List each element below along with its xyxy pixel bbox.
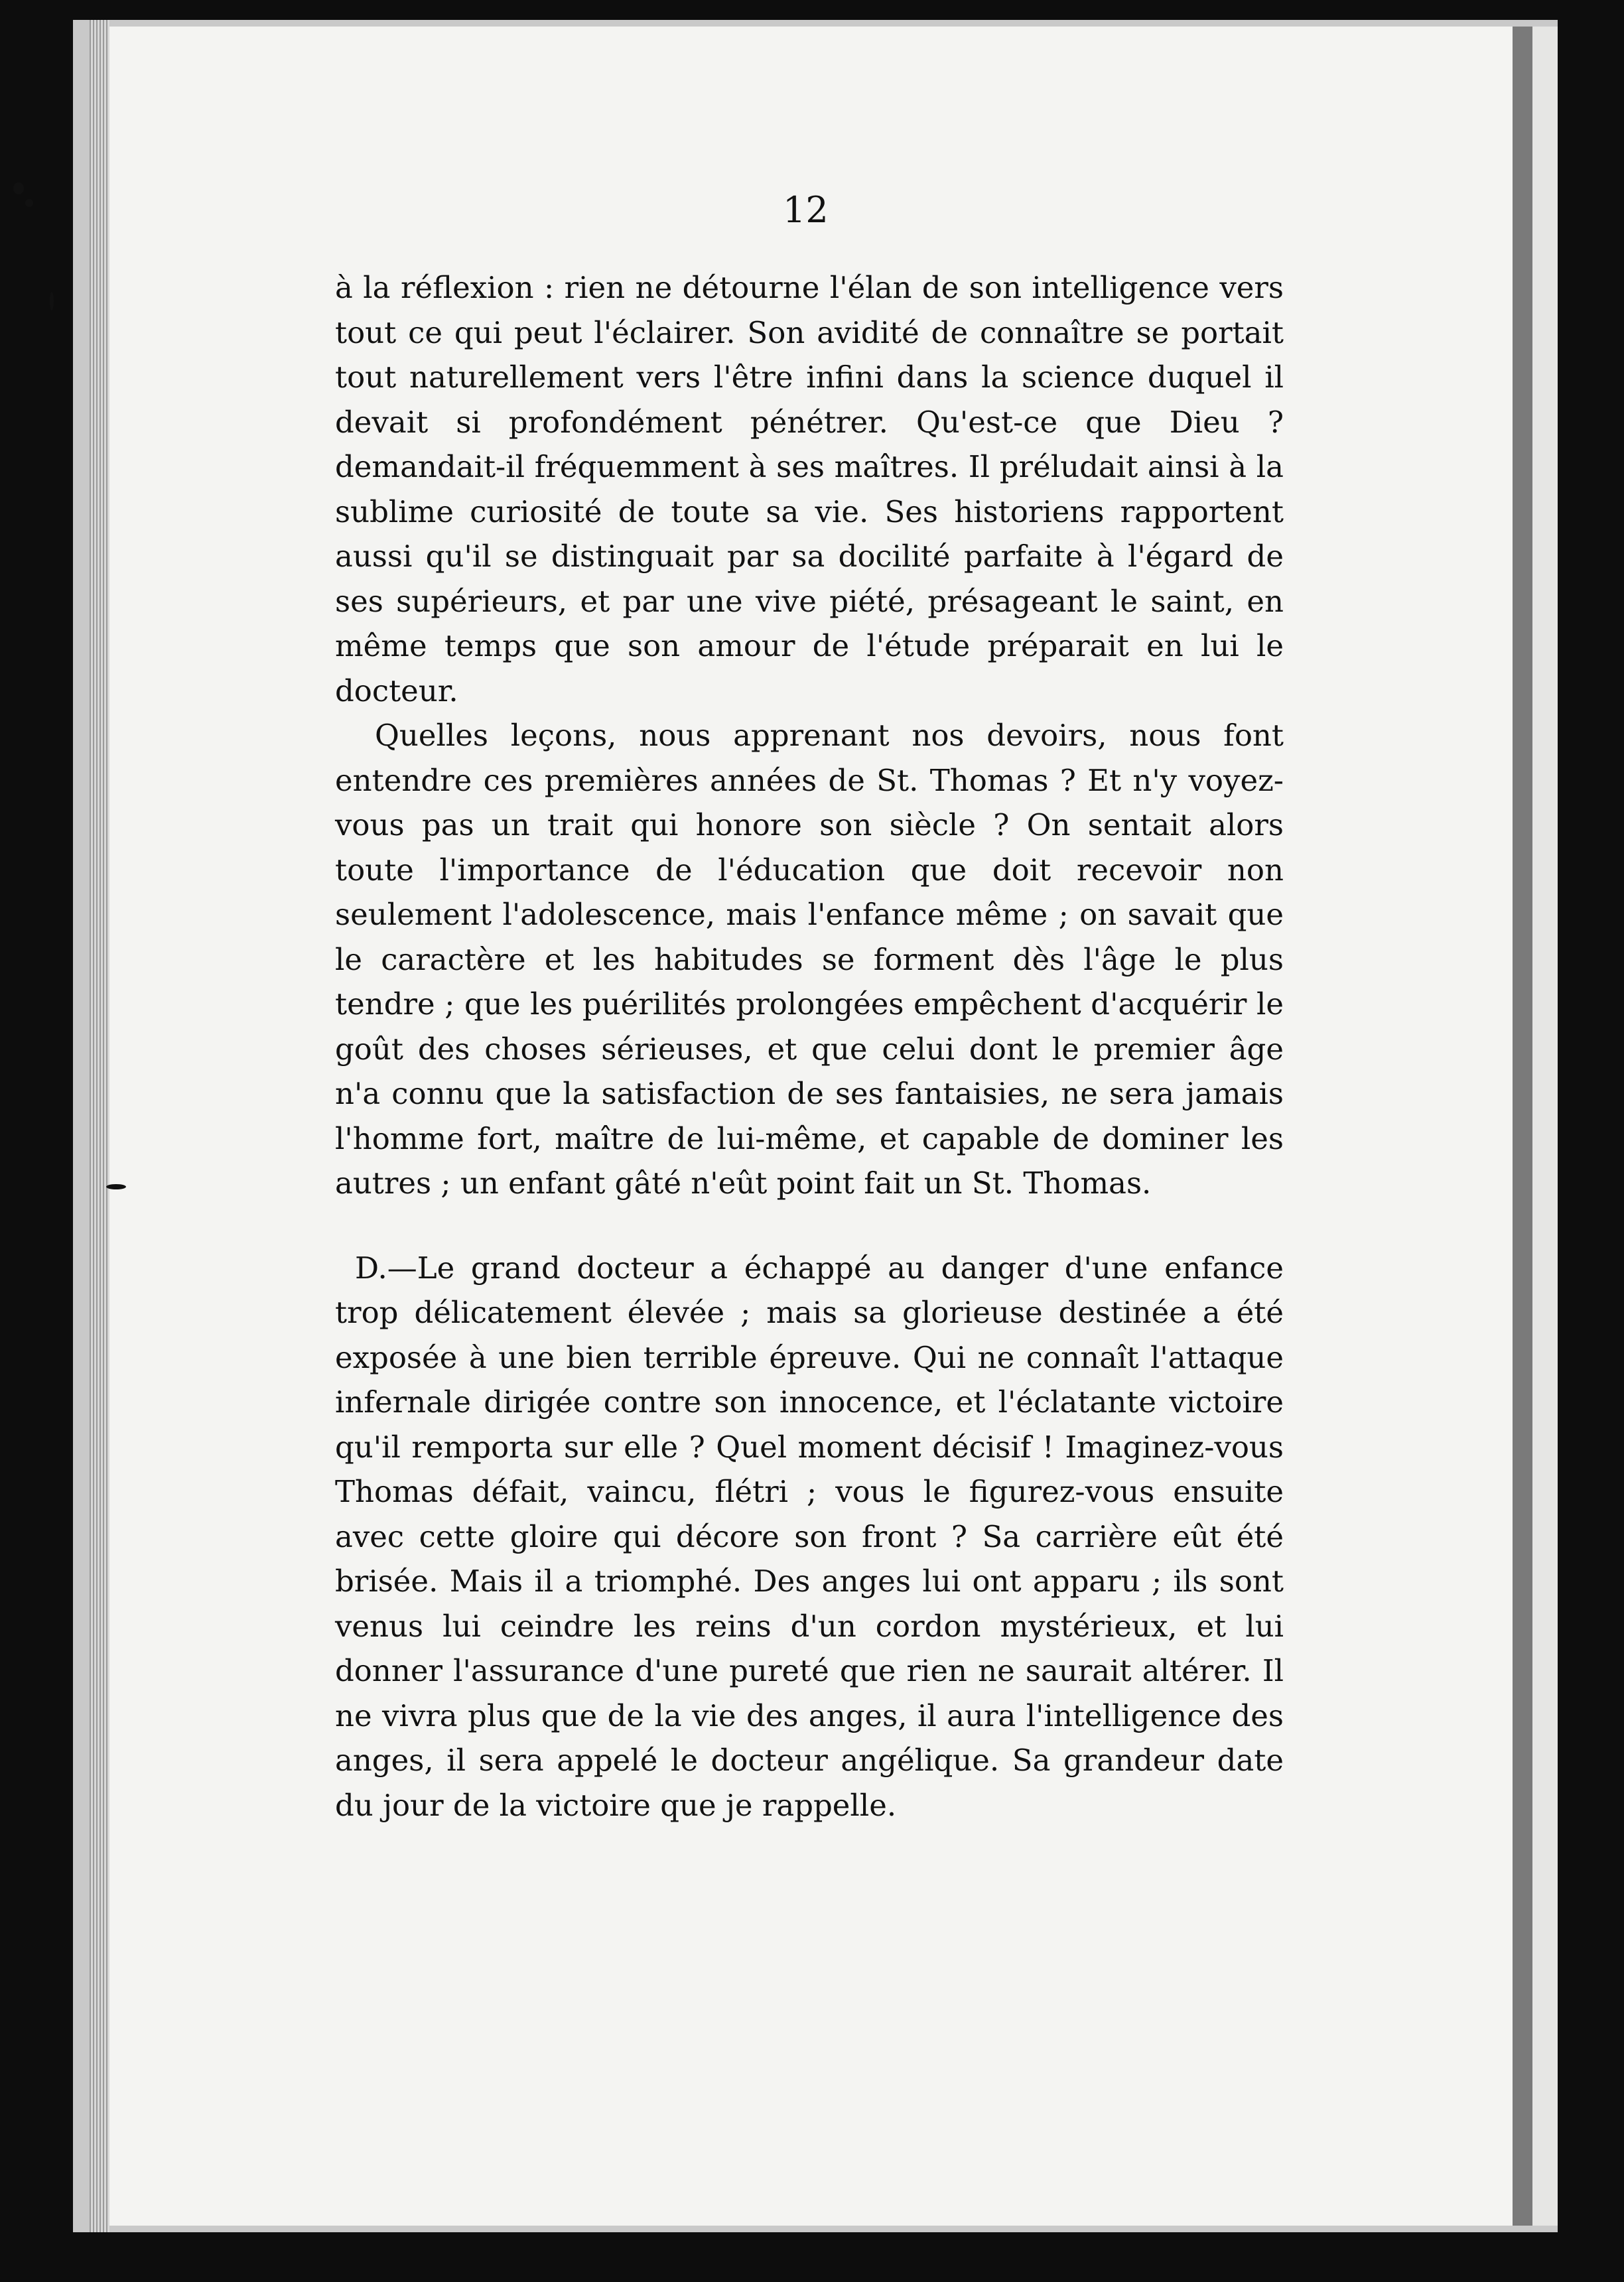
- dialogue-label: D.: [355, 1250, 387, 1286]
- scan-speck: [106, 1184, 126, 1189]
- paragraph-1: à la réflexion : rien ne détourne l'élan de son intelligence vers tout ce qui peut l'éclairer. Son avidité de connaître se portait tout naturellement vers l'être infini dans la science duquel il devait si profondément pénétrer. Qu'est-ce que Dieu ? demandait-il fréquemment à ses maîtres. Il préludait ainsi à la sublime curiosité de toute sa vie. Ses historiens rapportent aussi qu'il se distinguait par sa docilité parfaite à l'égard de ses supérieurs, et par une vive piété, présageant le saint, en même temps que son amour de l'étude préparait en lui le docteur.: [335, 270, 1284, 708]
- paragraph-2: Quelles leçons, nous apprenant nos devoirs, nous font entendre ces premières années de St. Thomas ? Et n'y voyez-vous pas un trait qui honore son siècle ? On sentait alors toute l'importance de l'éducation que doit recevoir non seulement l'adolescence, mais l'enfance même ; on savait que le caractère et les habitudes se forment dès l'âge le plus tendre ; que les puérilités prolongées empêchent d'acquérir le goût des choses sérieuses, et que celui dont le premier âge n'a connu que la satisfaction de ses fantaisies, ne sera jamais l'homme fort, maître de lui-même, et capable de dominer les autres ; un enfant gâté n'eût point fait un St. Thomas.: [335, 718, 1284, 1201]
- page-number: 12: [783, 189, 829, 231]
- scan-speck: [13, 182, 24, 194]
- body-text: [335, 265, 1284, 1828]
- gutter-shadow: [1513, 27, 1532, 2226]
- paragraph-spacer: [335, 1206, 1284, 1246]
- scan-speck: [25, 199, 33, 207]
- page-edges: [90, 20, 109, 2232]
- scan-speck: [50, 292, 54, 310]
- paragraph-3-text: —Le grand docteur a échappé au danger d'une enfance trop délicatement élevée ; mais sa glorieuse destinée a été exposée à une bien terrible épreuve. Qui ne connaît l'attaque infernale dirigée contre son innocence, et l'éclatante victoire qu'il remporta sur elle ? Quel moment décisif ! Imaginez-vous Thomas défait, vaincu, flétri ; vous le figurez-vous ensuite avec cette gloire qui décore son front ? Sa carrière eût été brisée. Mais il a triomphé. Des anges lui ont apparu ; ils sont venus lui ceindre les reins d'un cordon mystérieux, et lui donner l'assurance d'une pureté que rien ne saurait altérer. Il ne vivra plus que de la vie des anges, il aura l'intelligence des anges, il sera appelé le docteur angélique. Sa grandeur date du jour de la victoire que je rappelle.: [335, 1250, 1284, 1823]
- next-page-edge: [1532, 27, 1558, 2226]
- paragraph-3: [335, 1246, 1284, 1828]
